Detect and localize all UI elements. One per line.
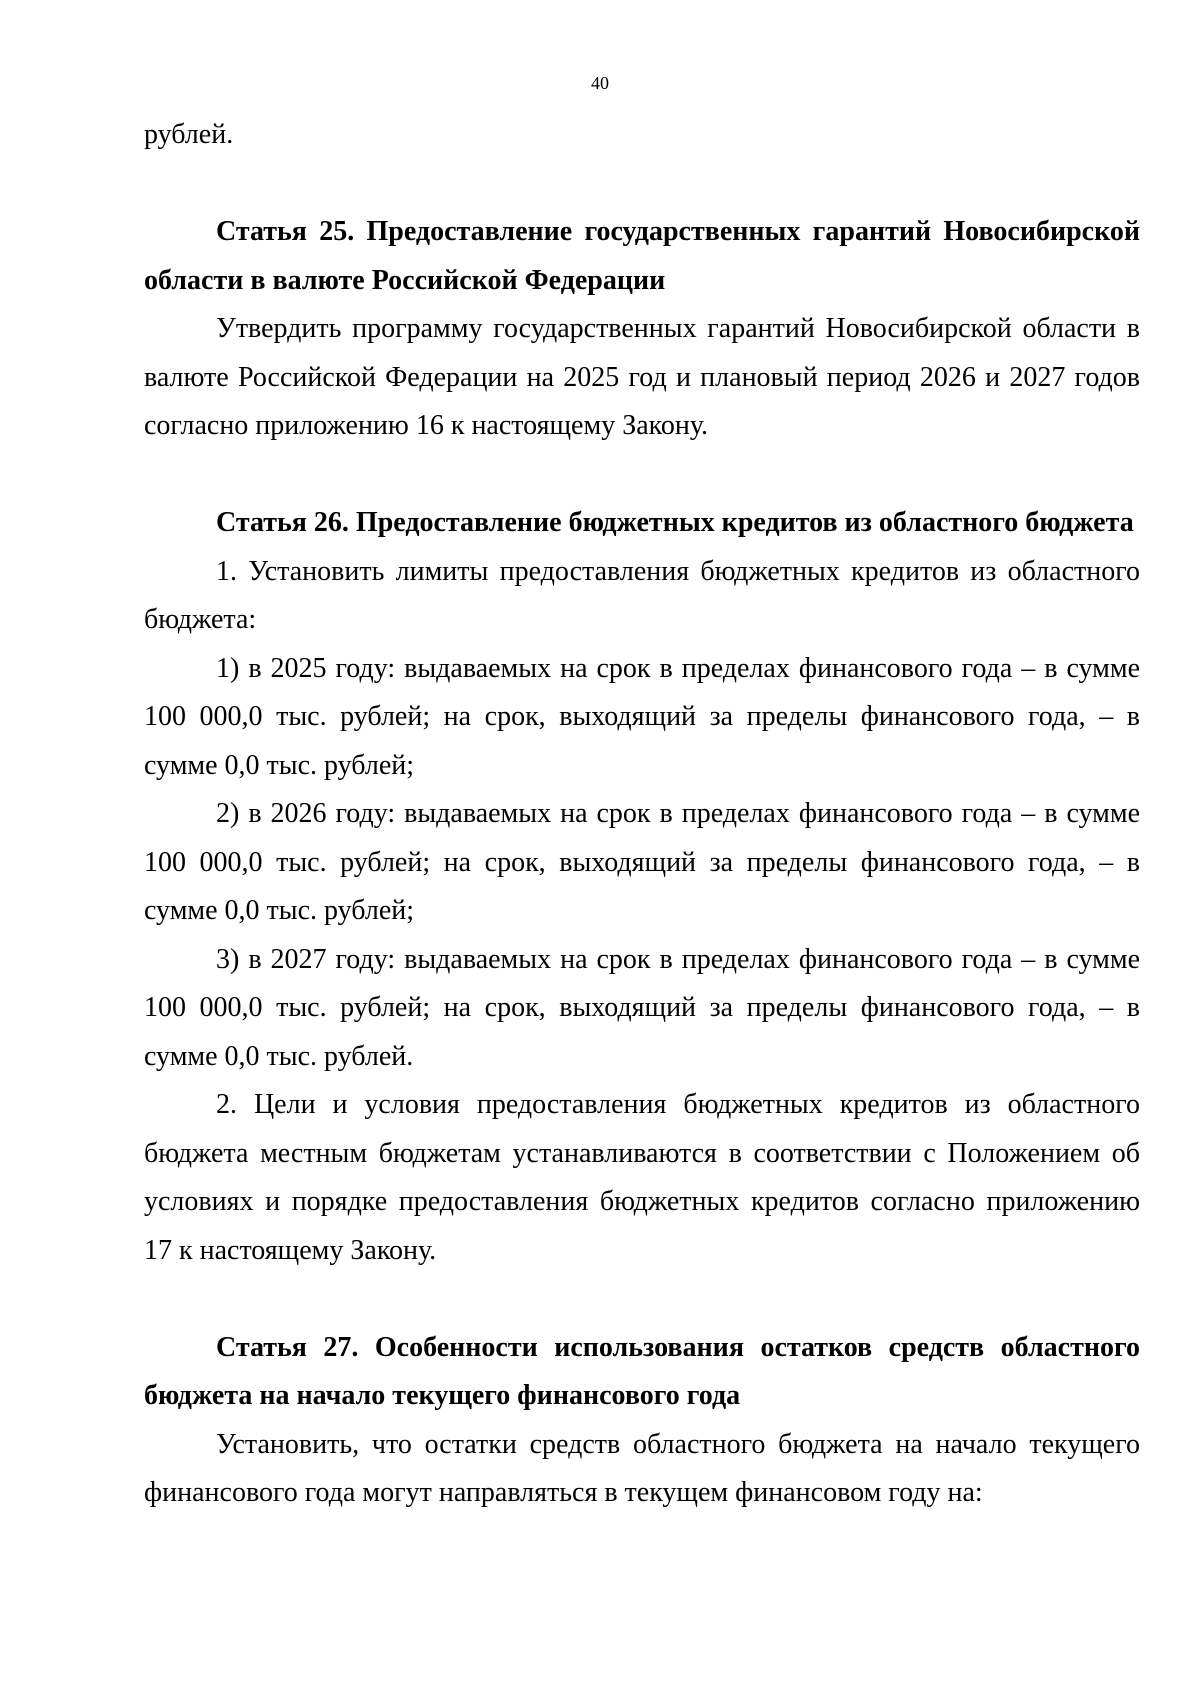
article-26-heading: Статья 26. Предоставление бюджетных кредитов из областного бюджета <box>216 507 1134 538</box>
document-body <box>144 111 1140 1518</box>
article-26-subitem-2027: 3) в 2027 году: выдаваемых на срок в пределах финансового года – в сумме 100 000,0 тыс. рублей; на срок, выходящий за пределы финансового года, – в сумме 0,0 тыс. рублей. <box>144 943 1140 1072</box>
continuation-text: рублей. <box>144 119 234 150</box>
article-26-item-2: 2. Цели и условия предоставления бюджетных кредитов из областного бюджета местным бюджетам устанавливаются в соответствии с Положением об условиях и порядке предоставления бюджетных кредитов согласно приложению 17 к настоящему Закону. <box>144 1089 1140 1266</box>
article-26-subitem-2026: 2) в 2026 году: выдаваемых на срок в пределах финансового года – в сумме 100 000,0 тыс. рублей; на срок, выходящий за пределы финансового года, – в сумме 0,0 тыс. рублей; <box>144 798 1140 926</box>
article-26-item-1: 1. Установить лимиты предоставления бюджетных кредитов из областного бюджета: <box>144 555 1140 635</box>
paragraph-spacer <box>144 160 1140 209</box>
article-26-subitem-2025: 1) в 2025 году: выдаваемых на срок в пределах финансового года – в сумме 100 000,0 тыс. рублей; на срок, выходящий за пределы финансового года, – в сумме 0,0 тыс. рублей; <box>144 652 1140 781</box>
article-25-heading: Статья 25. Предоставление государственных гарантий Новосибирской области в валюте Российской Федерации <box>144 216 1140 296</box>
paragraph-spacer <box>144 451 1140 500</box>
article-25-paragraph: Утвердить программу государственных гарантий Новосибирской области в валюте Российской Федерации на 2025 год и плановый период 2026 и 2027 годов согласно приложению 16 к настоящему Закону. <box>144 313 1140 441</box>
article-27-heading: Статья 27. Особенности использования остатков средств областного бюджета на начало текущего финансового года <box>144 1331 1140 1411</box>
article-27-paragraph: Установить, что остатки средств областного бюджета на начало текущего финансового года могут направляться в текущем финансовом году на: <box>144 1428 1140 1508</box>
paragraph-spacer <box>144 1275 1140 1324</box>
page-number: 40 <box>591 73 609 93</box>
